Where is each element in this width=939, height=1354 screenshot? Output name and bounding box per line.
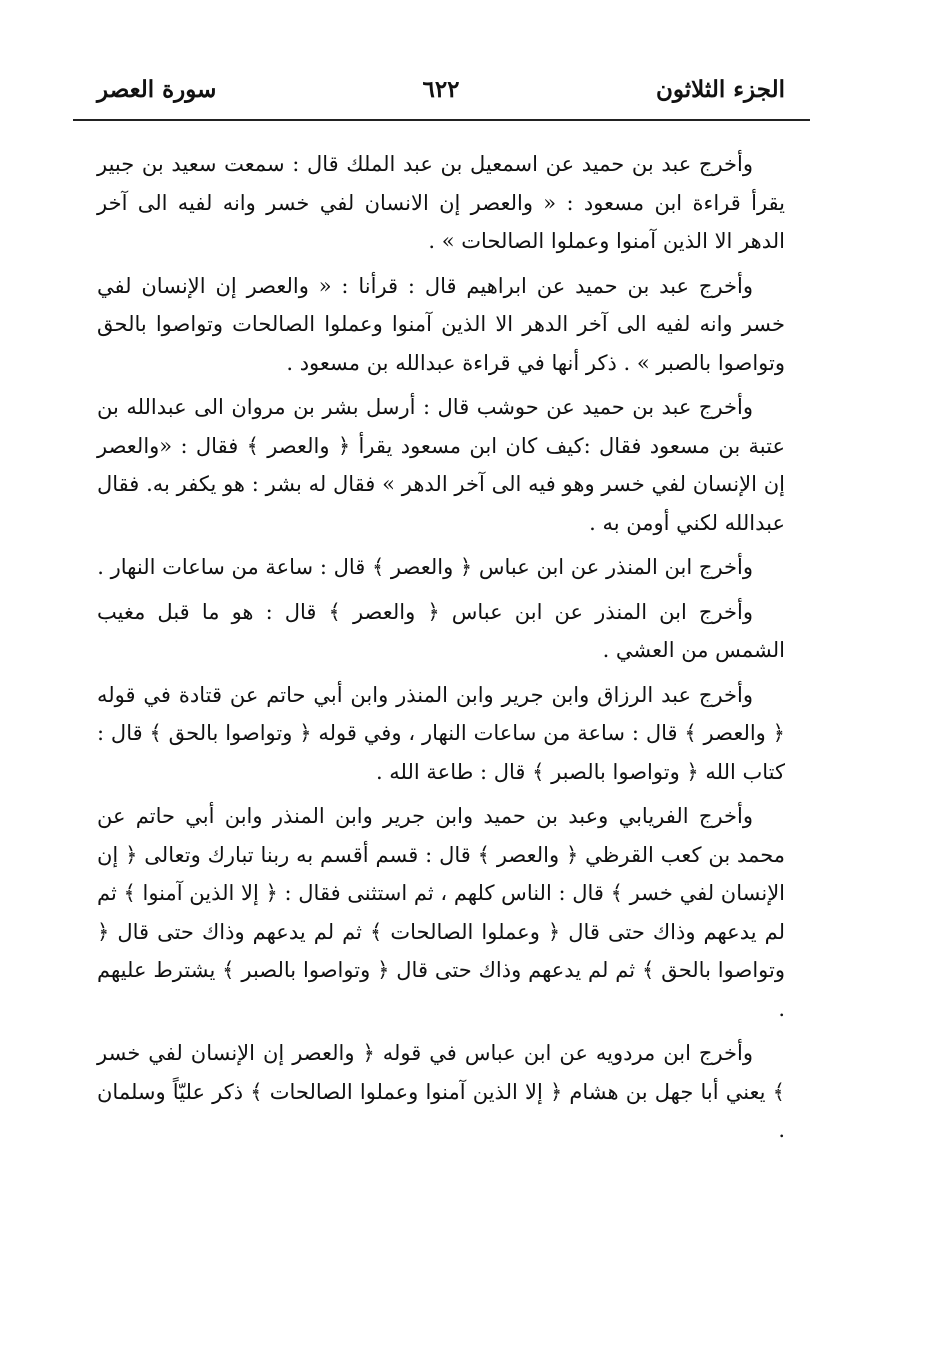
paragraph: وأخرج عبد الرزاق وابن جرير وابن المنذر وابن أبي حاتم عن قتادة في قوله ﴿ والعصر ﴾ قال : ساعة من ساعات النهار ، وفي قوله ﴿ وتواصوا بالحق ﴾ قال : كتاب الله ﴿ وتواصوا بالصبر ﴾ قال : طاعة الله . [97,682,785,784]
paragraph: وأخرج ابن المنذر عن ابن عباس ﴿ والعصر ﴾ قال : ساعة من ساعات النهار . [97,555,753,579]
page-header [97,76,785,112]
surah-title: سورة العصر [97,76,217,103]
paragraph: وأخرج ابن مردويه عن ابن عباس في قوله ﴿ والعصر إن الإنسان لفي خسر ﴾ يعني أبا جهل بن هشام ﴿ إلا الذين آمنوا وعملوا الصالحات ﴾ ذكر عليّاً وسلمان . [97,1041,785,1142]
paragraph: وأخرج عبد بن حميد عن ابراهيم قال : قرأنا : « والعصر إن الإنسان لفي خسر وانه لفيه الى آخر الدهر الا الذين آمنوا وعملوا الصالحات وتواصوا بالحق وتواصوا بالصبر » . ذكر أنها في قراءة عبدالله بن مسعود . [97,273,785,375]
paragraph: وأخرج ابن المنذر عن ابن عباس ﴿ والعصر ﴾ قال : هو ما قبل مغيب الشمس من العشي . [97,599,785,662]
part-title: الجزء الثلاثون [656,76,785,103]
header-divider [73,119,810,121]
page-body [97,145,785,1156]
paragraph: وأخرج عبد بن حميد عن اسمعيل بن عبد الملك قال : سمعت سعيد بن جبير يقرأ قراءة ابن مسعود : « والعصر إن الانسان لفي خسر وانه لفيه الى آخر الدهر الا الذين آمنوا وعملوا الصالحات » . [97,152,785,253]
paragraph: وأخرج عبد بن حميد عن حوشب قال : أرسل بشر بن مروان الى عبدالله بن عتبة بن مسعود فقال :كيف كان ابن مسعود يقرأ ﴿ والعصر ﴾ فقال : «والعصر إن الإنسان لفي خسر وهو فيه الى آخر الدهر » فقال له بشر : هو يكفر به. فقال عبدالله لكني أومن به . [97,395,785,535]
page-number: ٦٢٢ [422,76,460,103]
paragraph: وأخرج الفريابي وعبد بن حميد وابن جرير وابن المنذر وابن أبي حاتم عن محمد بن كعب القرظي ﴿ والعصر ﴾ قال : قسم أقسم به ربنا تبارك وتعالى ﴿ إن الإنسان لفي خسر ﴾ قال : الناس كلهم ، ثم استثنى فقال : ﴿ إلا الذين آمنوا ﴾ ثم لم يدعهم وذاك حتى قال ﴿ وعملوا الصالحات ﴾ ثم لم يدعهم وذاك حتى قال ﴿ وتواصوا بالحق ﴾ ثم لم يدعهم وذاك حتى قال ﴿ وتواصوا بالصبر ﴾ يشترط عليهم . [97,804,785,1021]
